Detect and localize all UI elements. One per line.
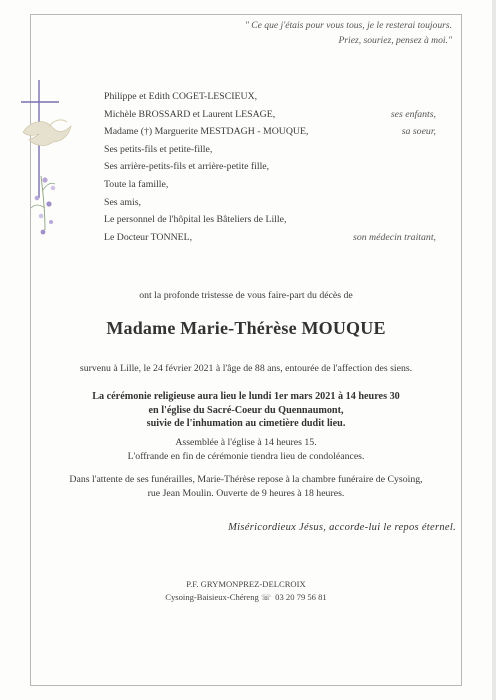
company-address: Cysoing-Baisieux-Chéreng (165, 592, 259, 602)
telephone-icon: ☏ (260, 593, 271, 602)
assembly-line-2: L'offrande en fin de cérémonie tiendra lieu de condoléances. (127, 450, 365, 462)
assembly-info (30, 436, 462, 463)
family-member-name: Toute la famille, (104, 178, 169, 190)
family-row (104, 211, 436, 229)
assembly-line-1: Assemblée à l'église à 14 heures 15. (175, 437, 317, 448)
family-row (104, 141, 436, 159)
quote-line-1: " Ce que j'étais pour vous tous, je le resterai toujours. (244, 20, 452, 31)
company-contact (30, 591, 462, 604)
funeral-home-line-2: rue Jean Moulin. Ouverte de 9 heures à 18 heures. (147, 487, 345, 499)
closing-prayer: Miséricordieux Jésus, accorde-lui le repos éternel. (228, 522, 456, 533)
family-relation: sa soeur, (401, 126, 436, 138)
deceased-name: Madame Marie-Thérèse MOUQUE (106, 318, 386, 338)
family-member-name: Le personnel de l'hôpital les Bâteliers de Lille, (104, 214, 287, 226)
family-member-name: Madame (†) Marguerite MESTDAGH - MOUQUE, (104, 126, 309, 138)
company-name: P.F. GRYMONPREZ-DELCROIX (186, 579, 306, 589)
family-row (104, 88, 436, 106)
scan-edge (492, 0, 496, 700)
family-row (104, 194, 436, 212)
funeral-home-info (30, 473, 462, 500)
family-row (104, 123, 436, 141)
quote-line-2: Priez, souriez, pensez à moi." (338, 35, 452, 46)
company-phone: 03 20 79 56 81 (275, 592, 327, 602)
family-member-name: Le Docteur TONNEL, (104, 231, 193, 243)
family-row (104, 229, 436, 247)
family-relation: ses enfants, (390, 108, 436, 120)
funeral-company (30, 578, 462, 604)
family-row (104, 106, 436, 124)
ceremony-line-3: suivie de l'inhumation au cimetière dudit lieu. (146, 418, 346, 430)
family-row (104, 176, 436, 194)
ceremony-line-2: en l'église du Sacré-Coeur du Quennaumont, (148, 404, 344, 416)
cross-dove-icon (19, 80, 75, 260)
announcement-text: ont la profonde tristesse de vous faire-part du décès de (139, 290, 353, 301)
family-member-name: Philippe et Edith COGET-LESCIEUX, (104, 91, 258, 102)
family-member-name: Ses arrière-petits-fils et arrière-petite fille, (104, 161, 270, 173)
death-details: survenu à Lille, le 24 février 2021 à l'âge de 88 ans, entourée de l'affection des siens. (79, 363, 413, 374)
family-member-name: Ses amis, (104, 196, 142, 208)
funeral-home-line-1: Dans l'attente de ses funérailles, Marie-Thérèse repose à la chambre funéraire de Cysoing, (69, 474, 423, 485)
family-relation: son médecin traitant, (353, 231, 436, 243)
family-row (104, 158, 436, 176)
family-list (104, 88, 436, 246)
ceremony-info (30, 390, 462, 431)
family-member-name: Michèle BROSSARD et Laurent LESAGE, (104, 108, 276, 120)
family-member-name: Ses petits-fils et petite-fille, (104, 143, 213, 155)
ceremony-line-1: La cérémonie religieuse aura lieu le lundi 1er mars 2021 à 14 heures 30 (92, 391, 400, 402)
epigraph-quote (132, 18, 452, 48)
